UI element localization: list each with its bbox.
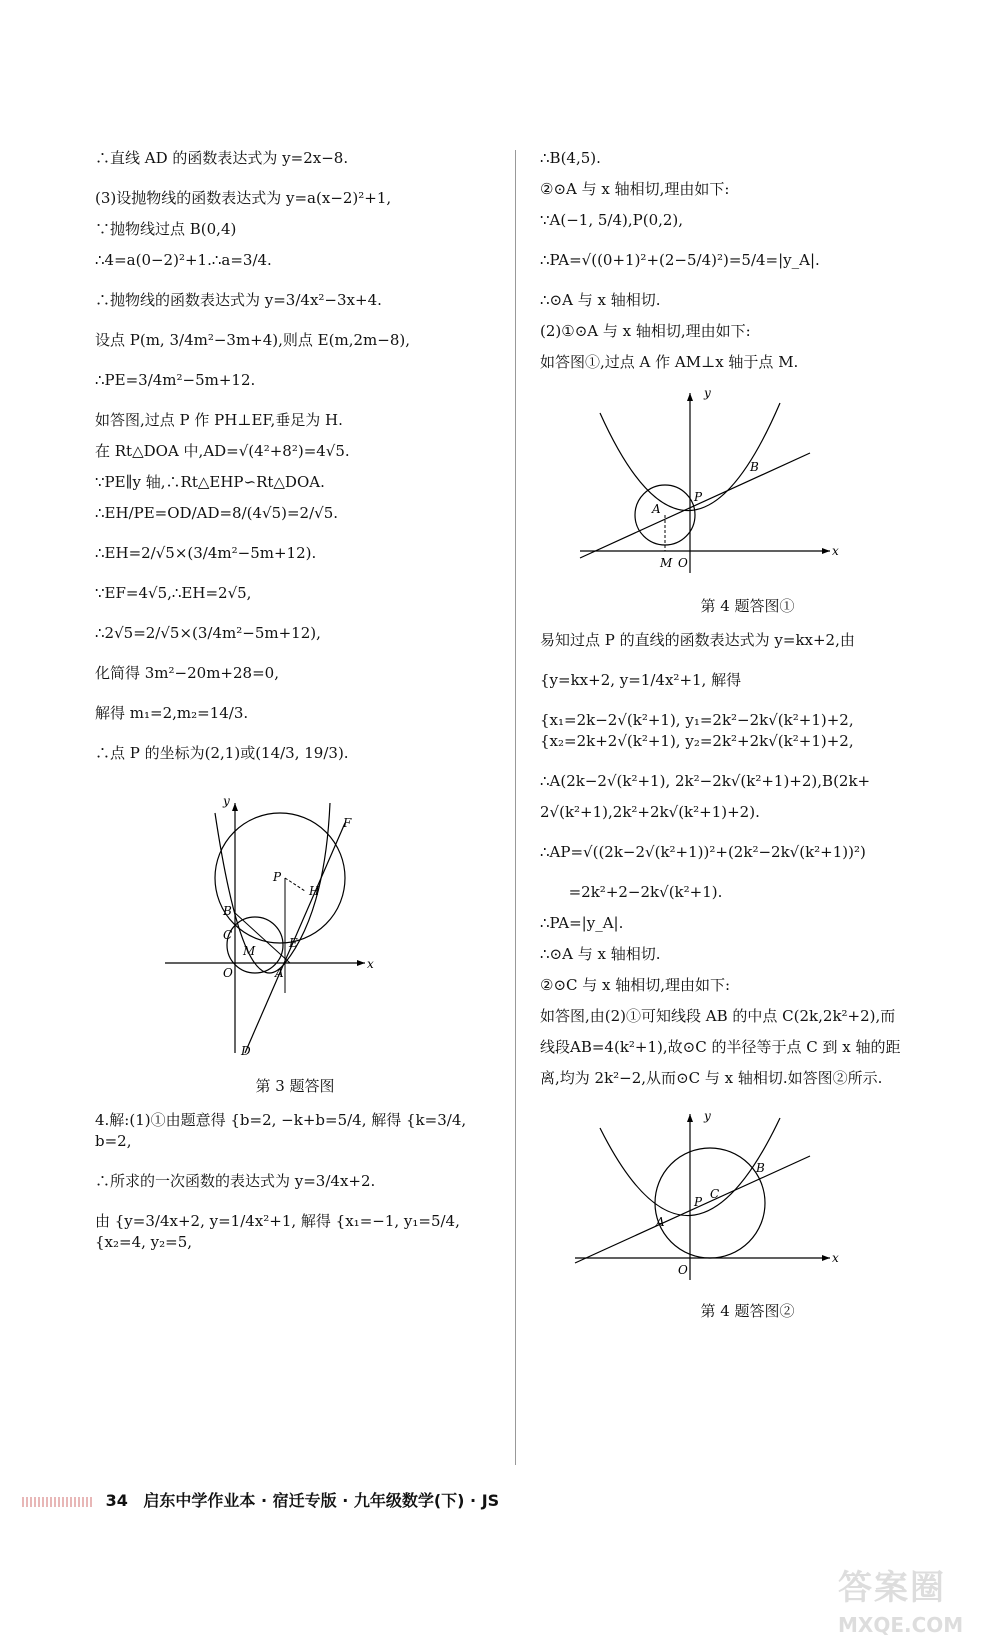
text-line: 在 Rt△DOA 中,AD=√(4²+8²)=4√5. (95, 442, 350, 460)
label-B: B (756, 1161, 765, 1175)
label-H: H (309, 884, 320, 898)
text-line: ②⊙C 与 x 轴相切,理由如下: (540, 976, 731, 994)
label-x: x (367, 957, 374, 971)
text-line: ∴AP=√((2k−2√(k²+1))²+(2k²−2k√(k²+1))²) (540, 843, 866, 861)
text-line: 化简得 3m²−20m+28=0, (95, 664, 279, 682)
text-line: 如答图①,过点 A 作 AM⊥x 轴于点 M. (540, 353, 799, 371)
decorative-stripe (22, 1497, 92, 1507)
text-line: 2√(k²+1),2k²+2k√(k²+1)+2). (540, 803, 760, 821)
column-divider (515, 150, 516, 1465)
label-M: M (660, 556, 673, 570)
label-P: P (694, 490, 703, 504)
label-O: O (678, 556, 688, 570)
watermark-url: MXQE.COM (838, 1613, 964, 1637)
watermark-text: 答案圈 (838, 1568, 946, 1608)
text-line: 线段AB=4(k²+1),故⊙C 的半径等于点 C 到 x 轴的距 (540, 1038, 901, 1056)
text-line: 如答图,过点 P 作 PH⊥EF,垂足为 H. (95, 411, 343, 429)
text-line: 设点 P(m, 3/4m²−3m+4),则点 E(m,2m−8), (95, 331, 410, 349)
text-line: (2)①⊙A 与 x 轴相切,理由如下: (540, 322, 751, 340)
label-B: B (223, 904, 232, 918)
text-line: ∴PA=|y_A|. (540, 914, 624, 932)
label-y: y (704, 1109, 711, 1123)
label-x: x (832, 544, 839, 558)
label-O: O (678, 1263, 688, 1277)
text-line: ∴⊙A 与 x 轴相切. (540, 945, 661, 963)
text-line: 4.解:(1)①由题意得 {b=2, −k+b=5/4, 解得 {k=3/4, b=2, (95, 1111, 471, 1150)
label-A: A (275, 966, 284, 980)
text-line: ∵抛物线过点 B(0,4) (95, 220, 237, 238)
label-A: A (656, 1215, 665, 1229)
figure-q4-2 (540, 1108, 955, 1288)
label-E: E (289, 936, 298, 950)
text-line: ∴B(4,5). (540, 149, 601, 167)
text-line: ∴PE=3/4m²−5m+12. (95, 371, 256, 389)
text-line: ∴A(2k−2√(k²+1), 2k²−2k√(k²+1)+2),B(2k+ (540, 772, 871, 790)
text-line: {y=kx+2, y=1/4x²+1, 解得 (540, 671, 742, 689)
text-line: {x₁=2k−2√(k²+1), y₁=2k²−2k√(k²+1)+2, {x₂=2k+2√(k²+1), y₂=2k²+2k√(k²+1)+2, (540, 711, 859, 750)
text-line: ∴PA=√((0+1)²+(2−5/4)²)=5/4=|y_A|. (540, 251, 820, 269)
label-x: x (832, 1251, 839, 1265)
text-line: ∴4=a(0−2)²+1.∴a=3/4. (95, 251, 272, 269)
text-line: 易知过点 P 的直线的函数表达式为 y=kx+2,由 (540, 631, 855, 649)
label-y: y (223, 794, 230, 808)
text-line: ∴EH/PE=OD/AD=8/(4√5)=2/√5. (95, 504, 339, 522)
label-P: P (694, 1195, 703, 1209)
label-O: O (223, 966, 233, 980)
text-line: (3)设抛物线的函数表达式为 y=a(x−2)²+1, (95, 189, 392, 207)
label-A: A (652, 502, 661, 516)
label-M: M (243, 944, 256, 958)
label-D: D (241, 1044, 251, 1058)
book-title: 启东中学作业本 · 宿迁专版 · 九年级数学(下) · JS (143, 1491, 500, 1510)
text-line: 解得 m₁=2,m₂=14/3. (95, 704, 249, 722)
text-line: ②⊙A 与 x 轴相切,理由如下: (540, 180, 730, 198)
figure-caption: 第 3 题答图 (255, 1077, 335, 1095)
text-line: ∴点 P 的坐标为(2,1)或(14/3, 19/3). (95, 744, 349, 762)
text-line: ∴EH=2/√5×(3/4m²−5m+12). (95, 544, 317, 562)
label-F: F (343, 816, 352, 830)
label-C: C (223, 928, 233, 942)
text-line: =2k²+2−2k√(k²+1). (540, 883, 723, 901)
left-column (95, 148, 495, 1272)
text-line: ∴⊙A 与 x 轴相切. (540, 291, 661, 309)
right-column (540, 148, 955, 1335)
text-line: 离,均为 2k²−2,从而⊙C 与 x 轴相切.如答图②所示. (540, 1069, 883, 1087)
figure-caption: 第 4 题答图① (700, 597, 795, 615)
page-footer (22, 1488, 499, 1511)
label-P: P (273, 870, 282, 884)
label-C: C (710, 1187, 720, 1201)
watermark-logo (838, 1560, 978, 1640)
text-line: ∴2√5=2/√5×(3/4m²−5m+12), (95, 624, 321, 642)
text-line: 由 {y=3/4x+2, y=1/4x²+1, 解得 {x₁=−1, y₁=5/4, {x₂=4, y₂=5, (95, 1212, 465, 1251)
label-y: y (704, 386, 711, 400)
text-line: ∵PE∥y 轴,∴Rt△EHP∽Rt△DOA. (95, 473, 325, 491)
text-line: ∴直线 AD 的函数表达式为 y=2x−8. (95, 149, 349, 167)
figure-q3 (95, 783, 495, 1063)
figure-q4-1 (540, 383, 955, 583)
page-number: 34 (105, 1491, 128, 1510)
text-line: 如答图,由(2)①可知线段 AB 的中点 C(2k,2k²+2),而 (540, 1007, 896, 1025)
text-line: ∴抛物线的函数表达式为 y=3/4x²−3x+4. (95, 291, 382, 309)
text-line: ∵A(−1, 5/4),P(0,2), (540, 211, 684, 229)
label-B: B (750, 460, 759, 474)
text-line: ∴所求的一次函数的表达式为 y=3/4x+2. (95, 1172, 376, 1190)
text-line: ∵EF=4√5,∴EH=2√5, (95, 584, 252, 602)
figure-caption: 第 4 题答图② (700, 1302, 795, 1320)
